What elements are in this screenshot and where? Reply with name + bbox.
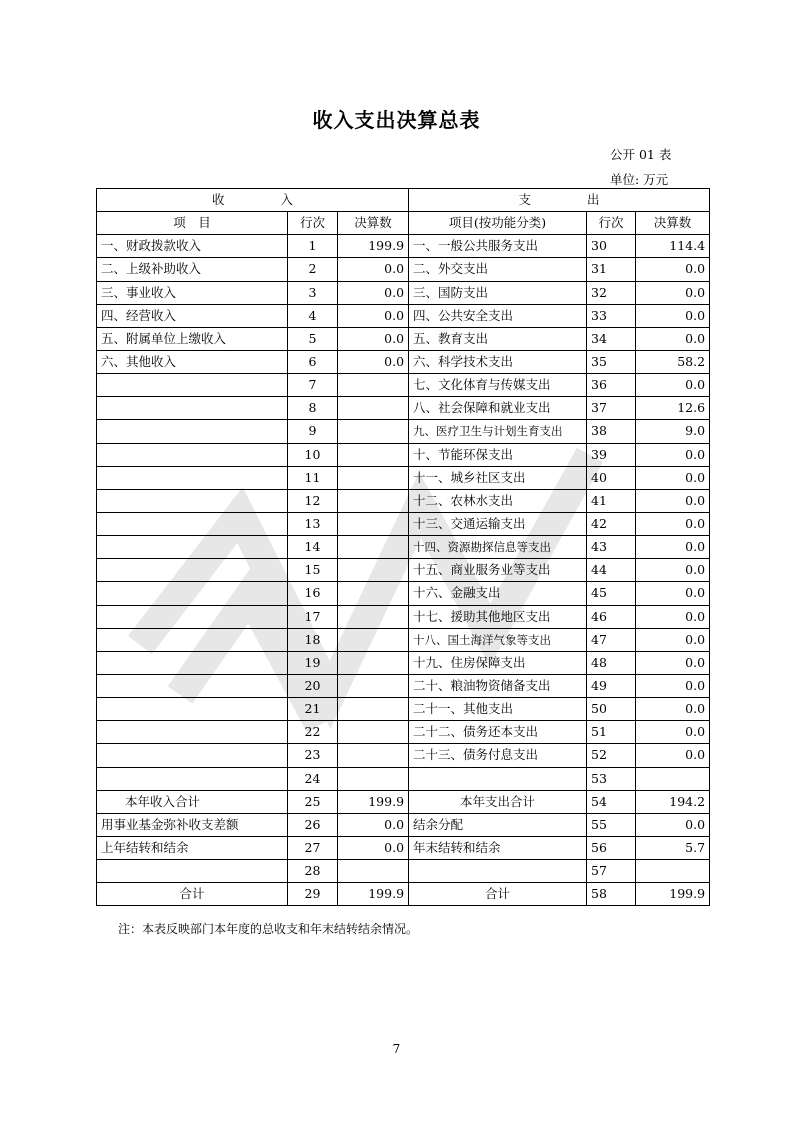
row-number: 45 bbox=[587, 582, 636, 605]
expense-item-cell: 二十一、其他支出 bbox=[409, 698, 587, 721]
row-number: 11 bbox=[288, 466, 338, 489]
row-number: 49 bbox=[587, 674, 636, 697]
row-number: 29 bbox=[288, 883, 338, 906]
amount-cell: 0.0 bbox=[338, 836, 409, 859]
amount-cell: 0.0 bbox=[636, 651, 710, 674]
row-number: 9 bbox=[288, 420, 338, 443]
amount-cell bbox=[338, 489, 409, 512]
amount-cell: 0.0 bbox=[636, 466, 710, 489]
income-section-header bbox=[97, 189, 409, 212]
expense-item-cell: 七、文化体育与传媒支出 bbox=[409, 374, 587, 397]
amount-cell: 0.0 bbox=[338, 327, 409, 350]
expense-item-cell: 十二、农林水支出 bbox=[409, 489, 587, 512]
carry-row bbox=[97, 836, 710, 859]
row-number: 39 bbox=[587, 443, 636, 466]
row-number: 28 bbox=[288, 860, 338, 883]
amount-cell: 0.0 bbox=[636, 744, 710, 767]
amount-cell: 199.9 bbox=[338, 790, 409, 813]
row-number: 40 bbox=[587, 466, 636, 489]
amount-cell bbox=[338, 582, 409, 605]
col-header-amount: 决算数 bbox=[636, 212, 710, 235]
row-number: 57 bbox=[587, 860, 636, 883]
income-item-cell: 六、其他收入 bbox=[97, 350, 288, 373]
amount-cell bbox=[338, 744, 409, 767]
table-row bbox=[97, 744, 710, 767]
table-row bbox=[97, 651, 710, 674]
expense-item-cell: 一、一般公共服务支出 bbox=[409, 235, 587, 258]
row-number: 16 bbox=[288, 582, 338, 605]
amount-cell bbox=[338, 651, 409, 674]
row-number: 55 bbox=[587, 813, 636, 836]
amount-cell bbox=[338, 536, 409, 559]
expense-item-cell: 十四、资源勘探信息等支出 bbox=[409, 536, 587, 559]
income-item-cell bbox=[97, 397, 288, 420]
col-header-row-no: 行次 bbox=[288, 212, 338, 235]
income-item-cell: 五、附属单位上缴收入 bbox=[97, 327, 288, 350]
col-header-amount: 决算数 bbox=[338, 212, 409, 235]
income-expense-table bbox=[96, 188, 710, 906]
empty-cell bbox=[636, 860, 710, 883]
expense-item-cell: 六、科学技术支出 bbox=[409, 350, 587, 373]
amount-cell: 199.9 bbox=[338, 883, 409, 906]
table-row bbox=[97, 281, 710, 304]
amount-cell bbox=[338, 512, 409, 535]
expense-item-cell: 十、节能环保支出 bbox=[409, 443, 587, 466]
expense-item-cell: 十三、交通运输支出 bbox=[409, 512, 587, 535]
amount-cell bbox=[338, 420, 409, 443]
row-number: 33 bbox=[587, 304, 636, 327]
expense-item-cell: 十九、住房保障支出 bbox=[409, 651, 587, 674]
row-number: 58 bbox=[587, 883, 636, 906]
col-header-expense-item: 项目(按功能分类) bbox=[409, 212, 587, 235]
row-number: 32 bbox=[587, 281, 636, 304]
empty-cell bbox=[97, 860, 288, 883]
income-item-cell: 一、财政拨款收入 bbox=[97, 235, 288, 258]
amount-cell: 0.0 bbox=[636, 489, 710, 512]
table-row bbox=[97, 628, 710, 651]
amount-cell: 199.9 bbox=[338, 235, 409, 258]
row-number: 14 bbox=[288, 536, 338, 559]
amount-cell bbox=[338, 628, 409, 651]
amount-cell: 12.6 bbox=[636, 397, 710, 420]
income-item-cell bbox=[97, 698, 288, 721]
income-item-cell bbox=[97, 674, 288, 697]
amount-cell bbox=[338, 397, 409, 420]
amount-cell: 5.7 bbox=[636, 836, 710, 859]
row-number: 17 bbox=[288, 605, 338, 628]
amount-cell: 0.0 bbox=[636, 674, 710, 697]
amount-cell bbox=[338, 443, 409, 466]
expense-header-char1: 支 bbox=[518, 192, 532, 208]
amount-cell: 0.0 bbox=[636, 374, 710, 397]
unit-label: 单位: 万元 bbox=[610, 172, 669, 187]
amount-cell: 0.0 bbox=[636, 536, 710, 559]
page-number: 7 bbox=[392, 1042, 401, 1056]
row-number: 2 bbox=[288, 258, 338, 281]
row-number: 1 bbox=[288, 235, 338, 258]
col-header-item: 项 目 bbox=[97, 212, 288, 235]
row-number: 52 bbox=[587, 744, 636, 767]
row-number: 31 bbox=[587, 258, 636, 281]
row-number: 21 bbox=[288, 698, 338, 721]
row-number: 15 bbox=[288, 559, 338, 582]
row-number: 42 bbox=[587, 512, 636, 535]
amount-cell: 0.0 bbox=[636, 304, 710, 327]
end-carry-label: 年末结转和结余 bbox=[409, 836, 587, 859]
income-item-cell bbox=[97, 512, 288, 535]
amount-cell: 0.0 bbox=[636, 813, 710, 836]
row-number: 7 bbox=[288, 374, 338, 397]
row-number: 24 bbox=[288, 767, 338, 790]
income-item-cell bbox=[97, 489, 288, 512]
amount-cell: 0.0 bbox=[636, 559, 710, 582]
row-number: 23 bbox=[288, 744, 338, 767]
amount-cell: 114.4 bbox=[636, 235, 710, 258]
expense-item-cell: 二十、粮油物资储备支出 bbox=[409, 674, 587, 697]
income-item-cell bbox=[97, 628, 288, 651]
amount-cell bbox=[338, 767, 409, 790]
amount-cell: 0.0 bbox=[636, 582, 710, 605]
form-number: 公开 01 表 bbox=[610, 147, 672, 162]
prev-carry-label: 上年结转和结余 bbox=[97, 836, 288, 859]
income-header-char2: 入 bbox=[280, 192, 294, 208]
row-number: 8 bbox=[288, 397, 338, 420]
row-number: 30 bbox=[587, 235, 636, 258]
table-row bbox=[97, 304, 710, 327]
row-number: 50 bbox=[587, 698, 636, 721]
income-item-cell bbox=[97, 536, 288, 559]
expense-item-cell: 五、教育支出 bbox=[409, 327, 587, 350]
expense-item-cell: 十七、援助其他地区支出 bbox=[409, 605, 587, 628]
amount-cell bbox=[338, 559, 409, 582]
col-header-row-no: 行次 bbox=[587, 212, 636, 235]
income-item-cell bbox=[97, 443, 288, 466]
amount-cell: 9.0 bbox=[636, 420, 710, 443]
row-number: 22 bbox=[288, 721, 338, 744]
table-row bbox=[97, 258, 710, 281]
amount-cell: 0.0 bbox=[636, 605, 710, 628]
row-number: 26 bbox=[288, 813, 338, 836]
expense-item-cell: 四、公共安全支出 bbox=[409, 304, 587, 327]
table-row bbox=[97, 721, 710, 744]
income-header-char1: 收 bbox=[212, 192, 225, 208]
grand-total-row bbox=[97, 883, 710, 906]
expense-item-cell bbox=[409, 767, 587, 790]
table-row bbox=[97, 374, 710, 397]
table-row bbox=[97, 235, 710, 258]
amount-cell: 0.0 bbox=[338, 258, 409, 281]
empty-cell bbox=[338, 860, 409, 883]
amount-cell bbox=[338, 674, 409, 697]
row-number: 53 bbox=[587, 767, 636, 790]
income-item-cell: 三、事业收入 bbox=[97, 281, 288, 304]
expense-item-cell: 九、医疗卫生与计划生育支出 bbox=[409, 420, 587, 443]
amount-cell: 0.0 bbox=[636, 721, 710, 744]
row-number: 27 bbox=[288, 836, 338, 859]
amount-cell: 0.0 bbox=[636, 512, 710, 535]
table-row bbox=[97, 327, 710, 350]
table-row bbox=[97, 767, 710, 790]
table-row bbox=[97, 420, 710, 443]
income-item-cell bbox=[97, 721, 288, 744]
blank-row bbox=[97, 860, 710, 883]
amount-cell bbox=[338, 374, 409, 397]
expense-item-cell: 十六、金融支出 bbox=[409, 582, 587, 605]
amount-cell: 194.2 bbox=[636, 790, 710, 813]
row-number: 4 bbox=[288, 304, 338, 327]
amount-cell: 0.0 bbox=[636, 281, 710, 304]
row-number: 36 bbox=[587, 374, 636, 397]
row-number: 25 bbox=[288, 790, 338, 813]
section-header-row bbox=[97, 189, 710, 212]
row-number: 48 bbox=[587, 651, 636, 674]
total-expense-label: 合计 bbox=[409, 883, 587, 906]
income-item-cell bbox=[97, 582, 288, 605]
table-row bbox=[97, 559, 710, 582]
table-row bbox=[97, 397, 710, 420]
row-number: 51 bbox=[587, 721, 636, 744]
expense-item-cell: 二十二、债务还本支出 bbox=[409, 721, 587, 744]
amount-cell: 0.0 bbox=[636, 258, 710, 281]
table-row bbox=[97, 350, 710, 373]
income-item-cell bbox=[97, 559, 288, 582]
amount-cell: 199.9 bbox=[636, 883, 710, 906]
row-number: 34 bbox=[587, 327, 636, 350]
income-item-cell bbox=[97, 605, 288, 628]
table-row bbox=[97, 536, 710, 559]
amount-cell bbox=[338, 466, 409, 489]
amount-cell: 0.0 bbox=[636, 698, 710, 721]
amount-cell: 0.0 bbox=[338, 304, 409, 327]
row-number: 54 bbox=[587, 790, 636, 813]
expense-item-cell: 二十三、债务付息支出 bbox=[409, 744, 587, 767]
expense-item-cell: 八、社会保障和就业支出 bbox=[409, 397, 587, 420]
row-number: 13 bbox=[288, 512, 338, 535]
amount-cell: 0.0 bbox=[636, 628, 710, 651]
table-row bbox=[97, 582, 710, 605]
row-number: 18 bbox=[288, 628, 338, 651]
row-number: 12 bbox=[288, 489, 338, 512]
row-number: 41 bbox=[587, 489, 636, 512]
income-item-cell bbox=[97, 374, 288, 397]
empty-cell bbox=[409, 860, 587, 883]
amount-cell: 0.0 bbox=[636, 443, 710, 466]
row-number: 37 bbox=[587, 397, 636, 420]
amount-cell: 0.0 bbox=[338, 813, 409, 836]
column-header-row bbox=[97, 212, 710, 235]
year-expense-total-label: 本年支出合计 bbox=[409, 790, 587, 813]
expense-header-char2: 出 bbox=[587, 192, 600, 208]
income-item-cell: 二、上级补助收入 bbox=[97, 258, 288, 281]
row-number: 20 bbox=[288, 674, 338, 697]
expense-item-cell: 十八、国土海洋气象等支出 bbox=[409, 628, 587, 651]
table-row bbox=[97, 466, 710, 489]
income-item-cell bbox=[97, 767, 288, 790]
table-row bbox=[97, 489, 710, 512]
expense-item-cell: 三、国防支出 bbox=[409, 281, 587, 304]
amount-cell: 0.0 bbox=[636, 327, 710, 350]
amount-cell bbox=[338, 605, 409, 628]
year-income-total-label: 本年收入合计 bbox=[97, 790, 288, 813]
table-row bbox=[97, 674, 710, 697]
table-row bbox=[97, 443, 710, 466]
amount-cell: 0.0 bbox=[338, 350, 409, 373]
table-note: 注：本表反映部门本年度的总收支和年末结转结余情况。 bbox=[118, 922, 419, 936]
fund-gap-row bbox=[97, 813, 710, 836]
income-item-cell bbox=[97, 420, 288, 443]
amount-cell: 0.0 bbox=[338, 281, 409, 304]
row-number: 38 bbox=[587, 420, 636, 443]
row-number: 3 bbox=[288, 281, 338, 304]
row-number: 46 bbox=[587, 605, 636, 628]
fund-gap-label: 用事业基金弥补收支差额 bbox=[97, 813, 288, 836]
amount-cell: 58.2 bbox=[636, 350, 710, 373]
row-number: 35 bbox=[587, 350, 636, 373]
row-number: 44 bbox=[587, 559, 636, 582]
amount-cell bbox=[338, 698, 409, 721]
income-item-cell bbox=[97, 651, 288, 674]
expense-item-cell: 十一、城乡社区支出 bbox=[409, 466, 587, 489]
row-number: 19 bbox=[288, 651, 338, 674]
income-item-cell bbox=[97, 744, 288, 767]
table-row bbox=[97, 605, 710, 628]
table-row bbox=[97, 698, 710, 721]
row-number: 10 bbox=[288, 443, 338, 466]
year-total-row bbox=[97, 790, 710, 813]
income-item-cell bbox=[97, 466, 288, 489]
page-title: 收入支出决算总表 bbox=[312, 108, 481, 132]
amount-cell bbox=[338, 721, 409, 744]
expense-item-cell: 二、外交支出 bbox=[409, 258, 587, 281]
row-number: 43 bbox=[587, 536, 636, 559]
expense-item-cell: 十五、商业服务业等支出 bbox=[409, 559, 587, 582]
row-number: 5 bbox=[288, 327, 338, 350]
row-number: 47 bbox=[587, 628, 636, 651]
income-item-cell: 四、经营收入 bbox=[97, 304, 288, 327]
expense-section-header bbox=[409, 189, 710, 212]
table-row bbox=[97, 512, 710, 535]
row-number: 6 bbox=[288, 350, 338, 373]
amount-cell bbox=[636, 767, 710, 790]
row-number: 56 bbox=[587, 836, 636, 859]
surplus-dist-label: 结余分配 bbox=[409, 813, 587, 836]
total-income-label: 合计 bbox=[97, 883, 288, 906]
